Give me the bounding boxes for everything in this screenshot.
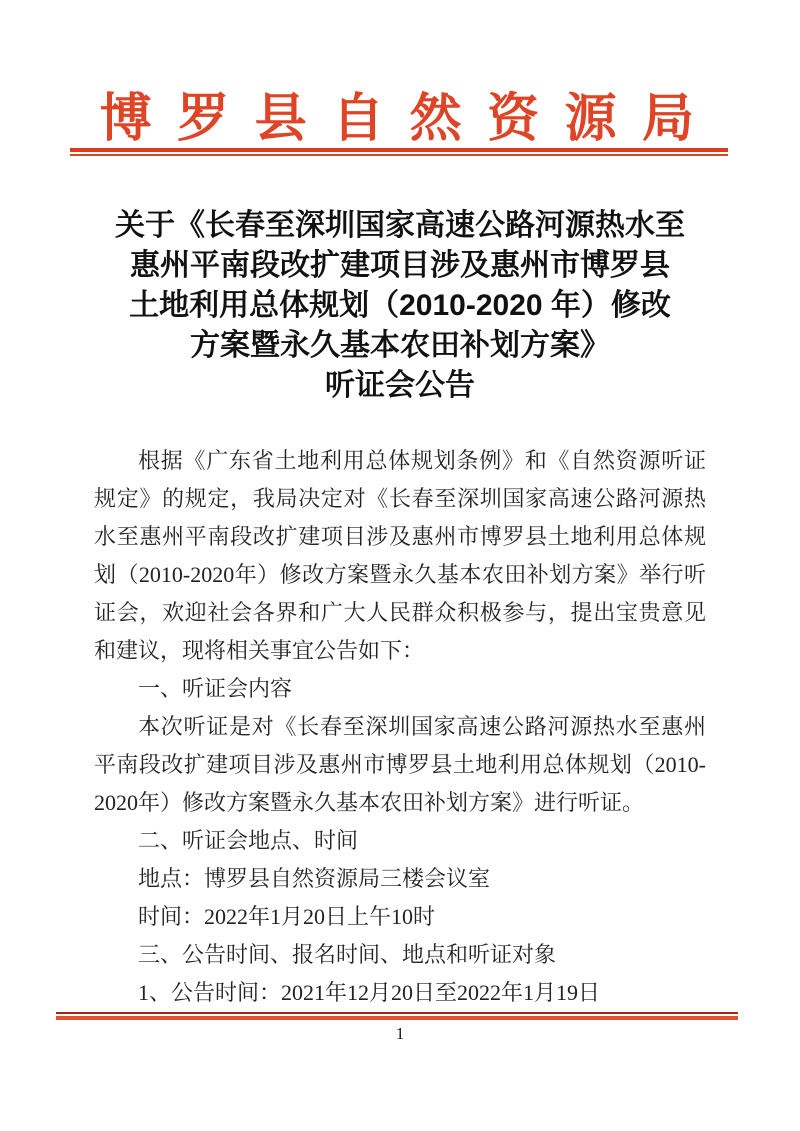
document-body (94, 442, 706, 1012)
section-heading-1: 一、听证会内容 (138, 676, 293, 701)
letterhead-rule-thin-bar (70, 154, 728, 156)
paragraph-announcement-period: 1、公告时间：2021年12月20日至2022年1月19日 (138, 980, 601, 1005)
document-title (60, 206, 740, 406)
title-line-4: 方案暨永久基本农田补划方案》 (190, 329, 610, 362)
section-heading-3: 三、公告时间、报名时间、地点和听证对象 (138, 942, 557, 967)
paragraph-location: 地点：博罗县自然资源局三楼会议室 (138, 866, 491, 891)
title-line-5: 听证会公告 (325, 369, 475, 402)
title-line-2: 惠州平南段改扩建项目涉及惠州市博罗县 (130, 249, 670, 282)
section-heading-2: 二、听证会地点、时间 (138, 828, 359, 853)
title-line-1: 关于《长春至深圳国家高速公路河源热水至 (115, 209, 685, 242)
footer-rule (56, 1012, 738, 1020)
letterhead-agency-name: 博 罗 县 自 然 资 源 局 (99, 91, 701, 148)
footer-rule-thick-bar (56, 1016, 738, 1020)
letterhead-rule (70, 148, 728, 156)
paragraph-time: 时间：2022年1月20日上午10时 (138, 904, 436, 929)
paragraph-intro: 根据《广东省土地利用总体规划条例》和《自然资源听证规定》的规定，我局决定对《长春至深圳国家高速公路河源热水至惠州平南段改扩建项目涉及惠州市博罗县土地利用总体规划（2010-2020年）修改方案暨永久基本农田补划方案》举行听证会，欢迎社会各界和广大人民群众积极参与，提出宝贵意见和建议，现将相关事宜公告如下： (94, 448, 706, 663)
title-line-3: 土地利用总体规划（2010-2020 年）修改 (129, 289, 671, 322)
paragraph-hearing-content: 本次听证是对《长春至深圳国家高速公路河源热水至惠州平南段改扩建项目涉及惠州市博罗县土地利用总体规划（2010-2020年）修改方案暨永久基本农田补划方案》进行听证。 (94, 714, 706, 815)
page-number: 1 (395, 1024, 405, 1043)
